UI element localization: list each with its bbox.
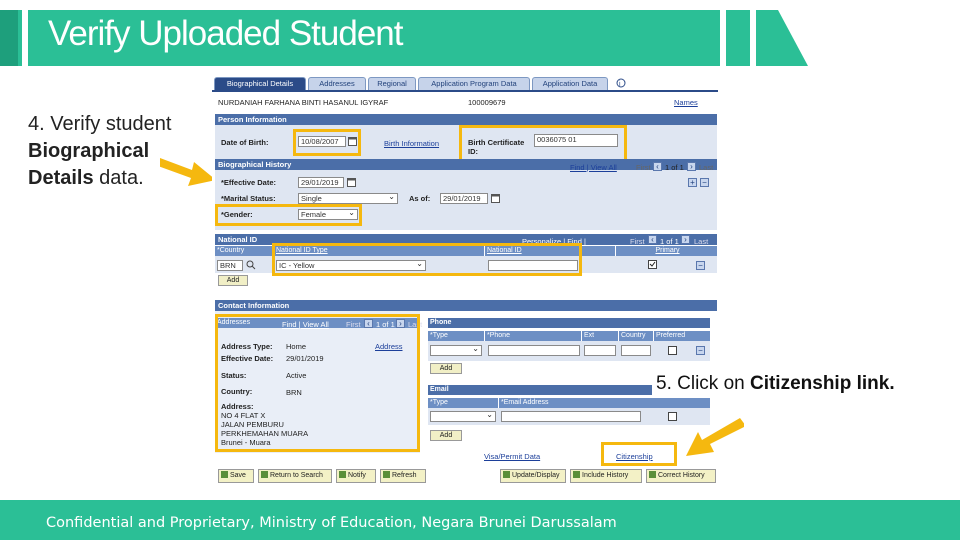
addr-line-4: Brunei - Muara (221, 438, 271, 447)
bio-count: 1 of 1 (665, 163, 684, 172)
decor-triangle (756, 10, 808, 66)
highlight-addresses (215, 314, 423, 452)
visa-permit-link[interactable]: Visa/Permit Data (484, 452, 541, 461)
bio-last[interactable]: Last (699, 163, 714, 172)
footer-text: Confidential and Proprietary, Ministry of Education, Negara Brunei Darussalam (46, 515, 617, 531)
step-5-instruction: 5. Click on Citizenship link. (652, 370, 960, 398)
addr-address-label: Address: (221, 402, 254, 411)
email-title: Email (428, 385, 710, 395)
correct-icon (649, 471, 656, 478)
email-add-button[interactable]: Add (430, 430, 462, 441)
addr-count: 1 of 1 (376, 320, 395, 329)
arrow-icon (160, 148, 220, 188)
highlight-national-id (272, 243, 582, 276)
nid-col-country: *Country (215, 246, 273, 256)
highlight-birth-cert (459, 125, 627, 162)
dob-label: Date of Birth: (221, 138, 269, 147)
save-button[interactable]: Save (218, 469, 254, 483)
names-link[interactable]: Names (674, 98, 698, 107)
addr-last[interactable]: Last (408, 320, 423, 329)
phone-number-field[interactable] (488, 345, 580, 356)
contact-header: Contact Information (215, 300, 717, 311)
gender-label: *Gender: (221, 210, 253, 219)
phone-col-preferred: Preferred (654, 331, 710, 341)
refresh-button[interactable]: Refresh (380, 469, 426, 483)
phone-col-phone: *Phone (485, 331, 581, 341)
nid-add-button[interactable]: Add (218, 275, 248, 286)
bio-find-view-all[interactable]: Find | View All (570, 163, 617, 172)
gender-select[interactable]: Female ⌄ (298, 209, 358, 220)
arrow-icon (680, 414, 744, 460)
refresh-icon (383, 471, 390, 478)
addr-status-label: Status: (221, 371, 247, 380)
svg-text:i: i (619, 81, 621, 88)
address-link[interactable]: Address (375, 342, 403, 351)
slide-title: Verify Uploaded Student (48, 14, 403, 53)
addr-line-1: NO 4 FLAT X (221, 411, 266, 420)
addr-line-2: JALAN PEMBURU (221, 420, 284, 429)
highlight-citizenship (601, 442, 677, 466)
addresses-title-bar: Addresses (215, 318, 420, 328)
effdate-field[interactable]: 29/01/2019 (298, 177, 344, 188)
prev-icon[interactable]: ‹ (648, 235, 657, 244)
email-col-type: *Type (428, 398, 498, 408)
next-icon[interactable]: › (396, 319, 405, 328)
phone-col-country: Country (619, 331, 653, 341)
bio-first[interactable]: First (636, 163, 651, 172)
tab-application-data[interactable]: Application Data (532, 77, 608, 90)
bio-history-header: Biographical History (215, 159, 717, 170)
delete-row-icon[interactable]: − (696, 261, 705, 270)
nid-col-primary[interactable]: Primary (616, 246, 717, 256)
help-icon[interactable] (616, 78, 626, 88)
return-icon (261, 471, 268, 478)
marital-select[interactable]: Single ⌄ (298, 193, 398, 204)
nid-first[interactable]: First (630, 237, 645, 246)
prev-icon[interactable]: ‹ (364, 319, 373, 328)
peoplesoft-screen (212, 74, 718, 488)
tab-biographical-details[interactable]: Biographical Details (214, 77, 306, 90)
lookup-icon[interactable] (246, 260, 256, 270)
person-info-header: Person Information (215, 114, 717, 125)
update-display-button[interactable]: Update/Display (500, 469, 566, 483)
save-icon (221, 471, 228, 478)
birth-cert-field[interactable]: 0036075 01 (534, 134, 618, 147)
addr-effdate-value: 29/01/2019 (286, 354, 324, 363)
birth-information-link[interactable]: Birth Information (384, 139, 440, 148)
checkbox-icon[interactable] (668, 412, 677, 421)
phone-ext-field[interactable] (584, 345, 616, 356)
tab-underline (212, 90, 718, 92)
addr-line-3: PERKHEMAHAN MUARA (221, 429, 309, 438)
marital-label: *Marital Status: (221, 194, 276, 203)
nid-country-field[interactable]: BRN (217, 260, 243, 271)
tab-regional[interactable]: Regional (368, 77, 416, 90)
address-type-value: Home (286, 342, 307, 351)
student-id: 100009679 (468, 98, 506, 107)
addresses-find[interactable]: Find | View All (282, 320, 329, 329)
phone-col-ext: Ext (582, 331, 618, 341)
checkbox-checked-icon[interactable] (648, 260, 657, 269)
email-type-select[interactable] (430, 411, 496, 422)
phone-type-select[interactable] (430, 345, 482, 356)
addr-status-value: Active (286, 371, 307, 380)
next-icon[interactable]: › (687, 162, 696, 171)
history-icon (573, 471, 580, 478)
correct-history-button[interactable]: Correct History (646, 469, 716, 483)
add-row-icon[interactable]: + (688, 178, 697, 187)
calendar-icon[interactable] (491, 193, 500, 203)
effdate-label: *Effective Date: (221, 178, 277, 187)
decor-bar (726, 10, 750, 66)
national-id-header: National ID (215, 234, 717, 245)
dob-field[interactable]: 10/08/2007 (298, 136, 346, 147)
nid-last[interactable]: Last (694, 237, 709, 246)
nid-personalize[interactable]: Personalize | Find | (522, 237, 586, 246)
calendar-icon[interactable] (347, 177, 356, 187)
email-col-address: *Email Address (499, 398, 710, 408)
nid-type-select[interactable]: IC - Yellow ⌄ (276, 260, 426, 271)
include-history-button[interactable]: Include History (570, 469, 642, 483)
step-4-instruction: 4. Verify student Biographical Details data. (28, 113, 172, 189)
notify-icon (339, 471, 346, 478)
tab-application-program-data[interactable]: Application Program Data (418, 77, 530, 90)
citizenship-link[interactable]: Citizenship (616, 452, 653, 461)
nid-col-type[interactable]: National ID Type (274, 246, 484, 256)
prev-icon[interactable]: ‹ (653, 162, 662, 171)
return-to-search-button[interactable]: Return to Search (258, 469, 332, 483)
addr-first[interactable]: First (346, 320, 361, 329)
highlight-dob (293, 129, 361, 156)
nid-col-id[interactable]: National ID (485, 246, 615, 256)
address-type-label: Address Type: (221, 342, 273, 351)
next-icon[interactable]: › (681, 235, 690, 244)
highlight-gender (215, 204, 362, 226)
addr-country-value: BRN (286, 388, 302, 397)
phone-country-field[interactable] (621, 345, 651, 356)
delete-row-icon[interactable]: − (700, 178, 709, 187)
phone-col-type: *Type (428, 331, 484, 341)
asof-label: As of: (409, 194, 431, 203)
asof-field[interactable]: 29/01/2019 (440, 193, 488, 204)
email-address-field[interactable] (501, 411, 641, 422)
tab-addresses[interactable]: Addresses (308, 77, 366, 90)
addr-effdate-label: Effective Date: (221, 354, 274, 363)
delete-row-icon[interactable]: − (696, 346, 705, 355)
checkbox-icon[interactable] (668, 346, 677, 355)
phone-add-button[interactable]: Add (430, 363, 462, 374)
notify-button[interactable]: Notify (336, 469, 376, 483)
student-name: NURDANIAH FARHANA BINTI HASANUL IGYRAF (218, 98, 389, 107)
phone-title: Phone (428, 318, 710, 328)
birth-cert-label: Birth Certificate ID: (468, 138, 525, 156)
nid-count: 1 of 1 (660, 237, 679, 246)
update-icon (503, 471, 510, 478)
addr-country-label: Country: (221, 387, 253, 396)
